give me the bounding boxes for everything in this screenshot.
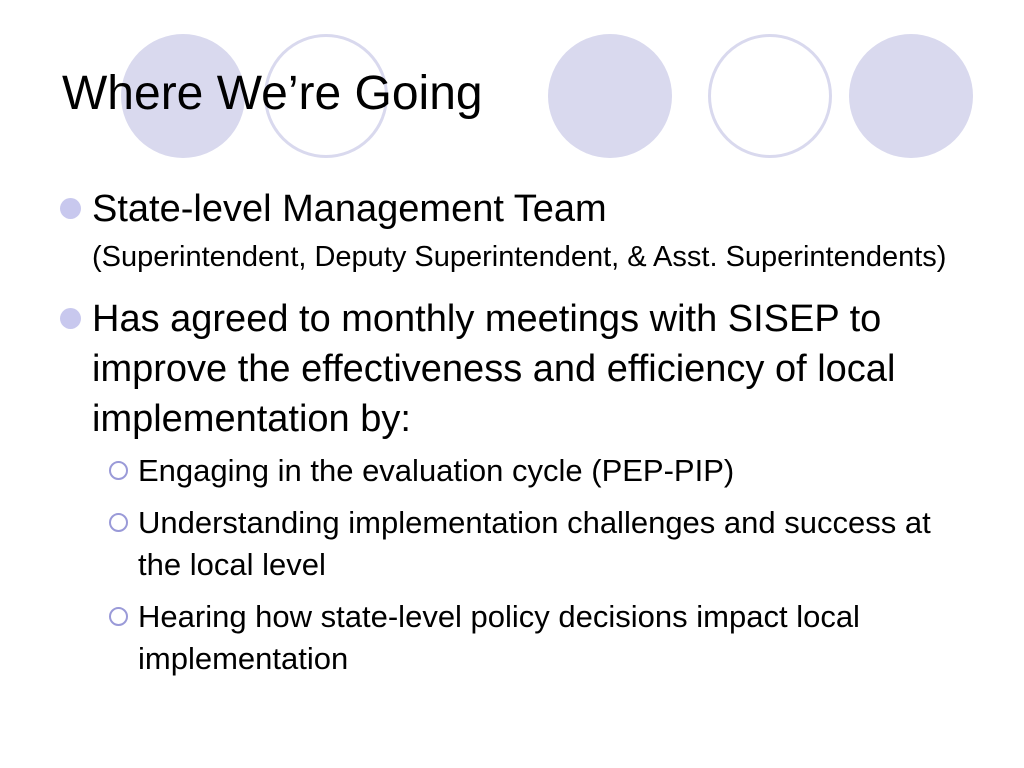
- slide-content: [0, 180, 1024, 690]
- hollow-circle-bullet-icon: [109, 607, 128, 626]
- decorative-circle-filled-3: [849, 34, 973, 158]
- slide-title: Where We’re Going: [62, 67, 483, 120]
- sub-bullet-list: [0, 450, 1024, 680]
- sub-bullet-item: [0, 596, 948, 680]
- filled-circle-bullet-icon: [60, 308, 81, 329]
- bullet-text: Has agreed to monthly meetings with SISEP to improve the effectiveness and efficiency of local implementation by:: [92, 298, 896, 440]
- sub-bullet-item: [0, 450, 948, 492]
- hollow-circle-bullet-icon: [109, 513, 128, 532]
- bullet-text: State-level Management Team: [92, 188, 607, 230]
- sub-bullet-item: [0, 502, 948, 586]
- hollow-circle-bullet-icon: [109, 461, 128, 480]
- bullet-note: (Superintendent, Deputy Superintendent, & Asst. Superintendents): [92, 241, 947, 273]
- sub-bullet-text: Understanding implementation challenges and success at the local level: [138, 505, 931, 582]
- decorative-circle-outline-2: [708, 34, 832, 158]
- sub-bullet-text: Hearing how state-level policy decisions impact local implementation: [138, 599, 860, 676]
- bullet-management-team: [0, 184, 972, 280]
- bullet-monthly-meetings: [0, 294, 972, 444]
- filled-circle-bullet-icon: [60, 198, 81, 219]
- decorative-circle-filled-2: [548, 34, 672, 158]
- sub-bullet-text: Engaging in the evaluation cycle (PEP-PIP): [138, 453, 735, 488]
